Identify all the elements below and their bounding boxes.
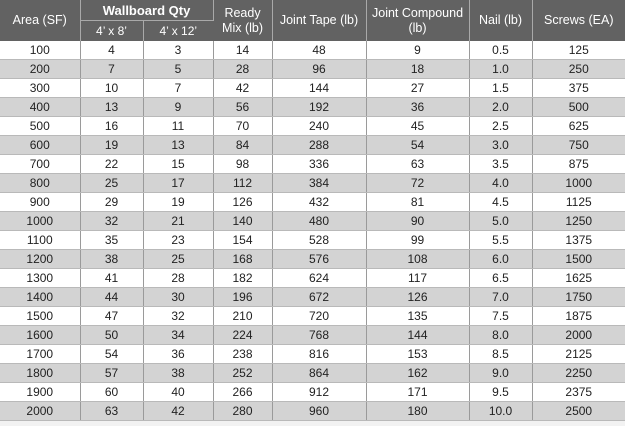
wallboard-4x12-cell: 19 [143, 193, 213, 212]
nail-cell: 2.0 [469, 98, 532, 117]
joint-tape-cell: 624 [272, 269, 366, 288]
joint-tape-cell: 672 [272, 288, 366, 307]
header-screws: Screws (EA) [532, 0, 625, 41]
wallboard-4x8-cell: 50 [80, 326, 143, 345]
ready-mix-cell: 84 [213, 136, 272, 155]
ready-mix-cell: 266 [213, 383, 272, 402]
wallboard-4x12-cell: 32 [143, 307, 213, 326]
nail-cell: 9.0 [469, 364, 532, 383]
table-row [0, 212, 625, 231]
area-cell: 400 [0, 98, 80, 117]
wallboard-4x8-cell: 29 [80, 193, 143, 212]
table-row [0, 136, 625, 155]
joint-tape-cell: 240 [272, 117, 366, 136]
screws-cell: 1875 [532, 307, 625, 326]
ready-mix-cell: 252 [213, 364, 272, 383]
area-cell: 1600 [0, 326, 80, 345]
nail-cell: 6.0 [469, 250, 532, 269]
area-cell: 600 [0, 136, 80, 155]
ready-mix-cell: 70 [213, 117, 272, 136]
header-nail: Nail (lb) [469, 0, 532, 41]
nail-cell: 5.0 [469, 212, 532, 231]
ready-mix-cell: 168 [213, 250, 272, 269]
area-cell: 1800 [0, 364, 80, 383]
header-area: Area (SF) [0, 0, 80, 41]
nail-cell: 5.5 [469, 231, 532, 250]
screws-cell: 2375 [532, 383, 625, 402]
header-wallboard-qty: Wallboard Qty [80, 0, 213, 21]
ready-mix-cell: 196 [213, 288, 272, 307]
table-row [0, 79, 625, 98]
screws-cell: 875 [532, 155, 625, 174]
nail-cell: 1.5 [469, 79, 532, 98]
area-cell: 1500 [0, 307, 80, 326]
screws-cell: 500 [532, 98, 625, 117]
nail-cell: 3.5 [469, 155, 532, 174]
wallboard-4x8-cell: 7 [80, 60, 143, 79]
joint-compound-cell: 126 [366, 288, 469, 307]
area-cell: 1700 [0, 345, 80, 364]
screws-cell: 750 [532, 136, 625, 155]
area-cell: 1900 [0, 383, 80, 402]
header-wallboard-4x8: 4’ x 8’ [80, 21, 143, 42]
wallboard-4x12-cell: 11 [143, 117, 213, 136]
wallboard-4x8-cell: 10 [80, 79, 143, 98]
wallboard-4x8-cell: 22 [80, 155, 143, 174]
ready-mix-cell: 28 [213, 60, 272, 79]
header-wallboard-4x12: 4’ x 12’ [143, 21, 213, 42]
joint-compound-cell: 45 [366, 117, 469, 136]
table-row [0, 231, 625, 250]
screws-cell: 2125 [532, 345, 625, 364]
screws-cell: 2250 [532, 364, 625, 383]
joint-tape-cell: 768 [272, 326, 366, 345]
ready-mix-cell: 224 [213, 326, 272, 345]
area-cell: 300 [0, 79, 80, 98]
ready-mix-cell: 56 [213, 98, 272, 117]
joint-compound-cell: 162 [366, 364, 469, 383]
wallboard-4x8-cell: 13 [80, 98, 143, 117]
screws-cell: 2000 [532, 326, 625, 345]
wallboard-4x8-cell: 60 [80, 383, 143, 402]
wallboard-4x12-cell: 5 [143, 60, 213, 79]
joint-compound-cell: 18 [366, 60, 469, 79]
joint-compound-cell: 171 [366, 383, 469, 402]
joint-compound-cell: 72 [366, 174, 469, 193]
joint-tape-cell: 864 [272, 364, 366, 383]
joint-compound-cell: 135 [366, 307, 469, 326]
table-row [0, 288, 625, 307]
wallboard-4x12-cell: 42 [143, 402, 213, 421]
joint-compound-cell: 180 [366, 402, 469, 421]
table-row [0, 41, 625, 60]
header-joint-compound: Joint Compound (lb) [366, 0, 469, 41]
joint-compound-cell: 117 [366, 269, 469, 288]
joint-tape-cell: 480 [272, 212, 366, 231]
ready-mix-cell: 112 [213, 174, 272, 193]
joint-compound-cell: 144 [366, 326, 469, 345]
wallboard-4x8-cell: 63 [80, 402, 143, 421]
joint-compound-cell: 108 [366, 250, 469, 269]
wallboard-4x12-cell: 34 [143, 326, 213, 345]
table-row [0, 250, 625, 269]
wallboard-4x8-cell: 35 [80, 231, 143, 250]
wallboard-4x8-cell: 47 [80, 307, 143, 326]
joint-compound-cell: 99 [366, 231, 469, 250]
area-cell: 1200 [0, 250, 80, 269]
joint-tape-cell: 288 [272, 136, 366, 155]
nail-cell: 6.5 [469, 269, 532, 288]
joint-compound-cell: 81 [366, 193, 469, 212]
nail-cell: 7.5 [469, 307, 532, 326]
wallboard-4x12-cell: 3 [143, 41, 213, 60]
joint-tape-cell: 912 [272, 383, 366, 402]
joint-tape-cell: 384 [272, 174, 366, 193]
wallboard-4x12-cell: 40 [143, 383, 213, 402]
nail-cell: 0.5 [469, 41, 532, 60]
wallboard-4x12-cell: 38 [143, 364, 213, 383]
screws-cell: 375 [532, 79, 625, 98]
header-ready-mix: Ready Mix (lb) [213, 0, 272, 41]
joint-tape-cell: 192 [272, 98, 366, 117]
wallboard-4x8-cell: 4 [80, 41, 143, 60]
screws-cell: 1625 [532, 269, 625, 288]
table-row [0, 364, 625, 383]
table-row [0, 174, 625, 193]
area-cell: 1100 [0, 231, 80, 250]
ready-mix-cell: 140 [213, 212, 272, 231]
screws-cell: 1500 [532, 250, 625, 269]
wallboard-4x12-cell: 21 [143, 212, 213, 231]
table-row [0, 155, 625, 174]
ready-mix-cell: 14 [213, 41, 272, 60]
area-cell: 2000 [0, 402, 80, 421]
joint-tape-cell: 336 [272, 155, 366, 174]
joint-compound-cell: 153 [366, 345, 469, 364]
wallboard-4x8-cell: 16 [80, 117, 143, 136]
wallboard-4x12-cell: 9 [143, 98, 213, 117]
wallboard-4x12-cell: 17 [143, 174, 213, 193]
table-row [0, 326, 625, 345]
area-cell: 1000 [0, 212, 80, 231]
area-cell: 200 [0, 60, 80, 79]
area-cell: 100 [0, 41, 80, 60]
joint-tape-cell: 96 [272, 60, 366, 79]
joint-compound-cell: 63 [366, 155, 469, 174]
wallboard-4x8-cell: 32 [80, 212, 143, 231]
joint-tape-cell: 432 [272, 193, 366, 212]
screws-cell: 1250 [532, 212, 625, 231]
area-cell: 900 [0, 193, 80, 212]
joint-compound-cell: 27 [366, 79, 469, 98]
table-row [0, 402, 625, 421]
table-row [0, 60, 625, 79]
ready-mix-cell: 182 [213, 269, 272, 288]
wallboard-4x8-cell: 38 [80, 250, 143, 269]
joint-tape-cell: 960 [272, 402, 366, 421]
wallboard-4x8-cell: 19 [80, 136, 143, 155]
ready-mix-cell: 210 [213, 307, 272, 326]
joint-compound-cell: 90 [366, 212, 469, 231]
ready-mix-cell: 126 [213, 193, 272, 212]
table-row [0, 307, 625, 326]
screws-cell: 1000 [532, 174, 625, 193]
wallboard-4x8-cell: 54 [80, 345, 143, 364]
nail-cell: 9.5 [469, 383, 532, 402]
joint-tape-cell: 720 [272, 307, 366, 326]
joint-tape-cell: 576 [272, 250, 366, 269]
wallboard-4x8-cell: 57 [80, 364, 143, 383]
screws-cell: 625 [532, 117, 625, 136]
wallboard-4x8-cell: 41 [80, 269, 143, 288]
nail-cell: 7.0 [469, 288, 532, 307]
ready-mix-cell: 238 [213, 345, 272, 364]
wallboard-4x12-cell: 30 [143, 288, 213, 307]
area-cell: 500 [0, 117, 80, 136]
ready-mix-cell: 98 [213, 155, 272, 174]
table-body [0, 41, 625, 421]
ready-mix-cell: 154 [213, 231, 272, 250]
area-cell: 800 [0, 174, 80, 193]
wallboard-4x12-cell: 36 [143, 345, 213, 364]
nail-cell: 8.5 [469, 345, 532, 364]
table-row [0, 193, 625, 212]
screws-cell: 2500 [532, 402, 625, 421]
joint-compound-cell: 54 [366, 136, 469, 155]
table-row [0, 383, 625, 402]
nail-cell: 4.5 [469, 193, 532, 212]
joint-compound-cell: 9 [366, 41, 469, 60]
nail-cell: 8.0 [469, 326, 532, 345]
table-row [0, 345, 625, 364]
nail-cell: 4.0 [469, 174, 532, 193]
area-cell: 1400 [0, 288, 80, 307]
nail-cell: 3.0 [469, 136, 532, 155]
area-cell: 1300 [0, 269, 80, 288]
screws-cell: 1125 [532, 193, 625, 212]
wallboard-4x12-cell: 13 [143, 136, 213, 155]
joint-tape-cell: 48 [272, 41, 366, 60]
nail-cell: 2.5 [469, 117, 532, 136]
joint-tape-cell: 144 [272, 79, 366, 98]
screws-cell: 1375 [532, 231, 625, 250]
table-row [0, 117, 625, 136]
screws-cell: 125 [532, 41, 625, 60]
wallboard-4x12-cell: 23 [143, 231, 213, 250]
table-row [0, 269, 625, 288]
wallboard-4x8-cell: 44 [80, 288, 143, 307]
ready-mix-cell: 280 [213, 402, 272, 421]
screws-cell: 250 [532, 60, 625, 79]
wallboard-4x12-cell: 28 [143, 269, 213, 288]
nail-cell: 10.0 [469, 402, 532, 421]
joint-tape-cell: 528 [272, 231, 366, 250]
area-cell: 700 [0, 155, 80, 174]
ready-mix-cell: 42 [213, 79, 272, 98]
joint-tape-cell: 816 [272, 345, 366, 364]
screws-cell: 1750 [532, 288, 625, 307]
wallboard-4x8-cell: 25 [80, 174, 143, 193]
wallboard-4x12-cell: 25 [143, 250, 213, 269]
wallboard-4x12-cell: 15 [143, 155, 213, 174]
nail-cell: 1.0 [469, 60, 532, 79]
wallboard-4x12-cell: 7 [143, 79, 213, 98]
header-joint-tape: Joint Tape (lb) [272, 0, 366, 41]
table-row [0, 98, 625, 117]
joint-compound-cell: 36 [366, 98, 469, 117]
